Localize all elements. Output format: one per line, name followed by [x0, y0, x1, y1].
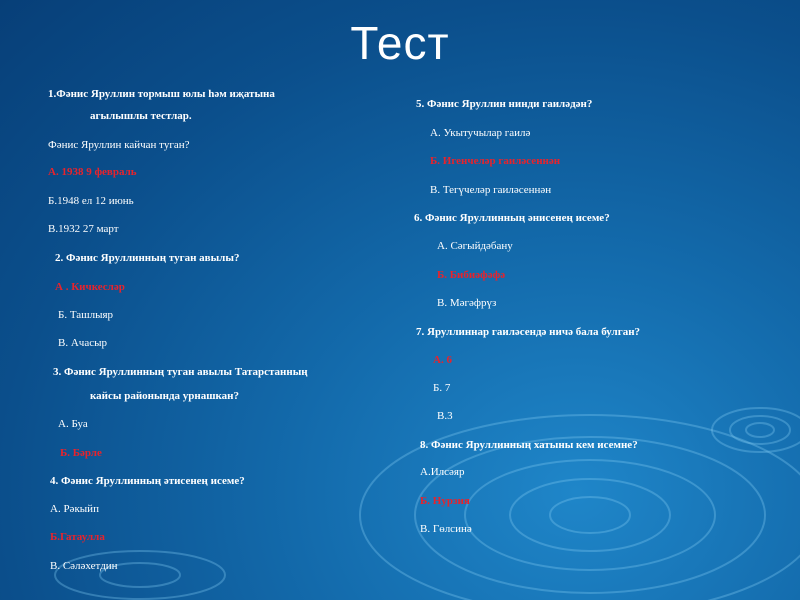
- question-7: 7. Яруллиннар гаиләсендә ничә бала булган?: [416, 326, 641, 338]
- question-8-answer-a: А.Илсәяр: [420, 466, 465, 478]
- question-8-answer-c: В. Гөлсинә: [420, 523, 472, 535]
- question-4-answer-a: А. Рәкыйп: [50, 503, 99, 515]
- question-5-answer-c: В. Тегүчеләр гаиләсеннән: [430, 184, 552, 196]
- question-7-answer-a-correct: А. 6: [433, 354, 452, 366]
- question-8: 8. Фәнис Яруллинның хатыны кем исемне?: [420, 439, 638, 451]
- question-5-answer-b-correct: Б. Игенчеләр гаиләсеннән: [430, 155, 561, 167]
- question-2-answer-c: В. Ачасыр: [58, 337, 107, 349]
- question-6-answer-a: А. Сәгыйдәбану: [437, 240, 513, 252]
- question-4-answer-c: В. Сәләхетдин: [50, 560, 118, 572]
- question-7-answer-b: Б. 7: [433, 382, 451, 394]
- slide-title: Тест: [350, 17, 450, 69]
- question-5-answer-a: А. Укытучылар гаилә: [430, 127, 531, 139]
- question-2-answer-a-correct: А . Кичкесләр: [55, 281, 125, 293]
- test-heading-line-2: агылышлы тестлар.: [90, 110, 192, 122]
- question-6-answer-c: В. Мәгәфрүз: [437, 297, 497, 309]
- question-1-answer-c: В.1932 27 март: [48, 223, 119, 235]
- question-3-answer-b-correct: Б. Бәрле: [60, 447, 102, 459]
- question-3-line-2: кайсы районында урнашкан?: [90, 390, 240, 402]
- question-6-answer-b-correct: Б. Бибиәфәфә: [437, 269, 506, 281]
- test-heading-line-1: 1.Фәнис Яруллин тормыш юлы һәм иҗатына: [48, 88, 275, 100]
- question-2-answer-b: Б. Ташлыяр: [58, 309, 114, 321]
- question-3-line-1: 3. Фәнис Яруллинның туган авылы Татарстанның: [53, 366, 308, 378]
- question-6: 6. Фәнис Яруллинның әнисенең исеме?: [414, 212, 610, 224]
- question-5: 5. Фәнис Яруллин нинди гаиләдән?: [416, 98, 593, 110]
- question-4-answer-b-correct: Б.Гатаулла: [50, 531, 105, 543]
- question-2: 2. Фәнис Яруллинның туган авылы?: [55, 252, 240, 264]
- question-7-answer-c: В.3: [437, 410, 453, 422]
- question-1-answer-b: Б.1948 ел 12 июнь: [48, 195, 134, 207]
- question-3-answer-a: А. Буа: [58, 418, 88, 430]
- question-1-answer-a-correct: А. 1938 9 февраль: [48, 166, 137, 178]
- question-4: 4. Фәнис Яруллинның әтисенең исеме?: [50, 475, 245, 487]
- question-1: Фәнис Яруллин кайчан туган?: [48, 139, 190, 151]
- question-8-answer-b-correct: Б. Нурзия: [420, 495, 470, 507]
